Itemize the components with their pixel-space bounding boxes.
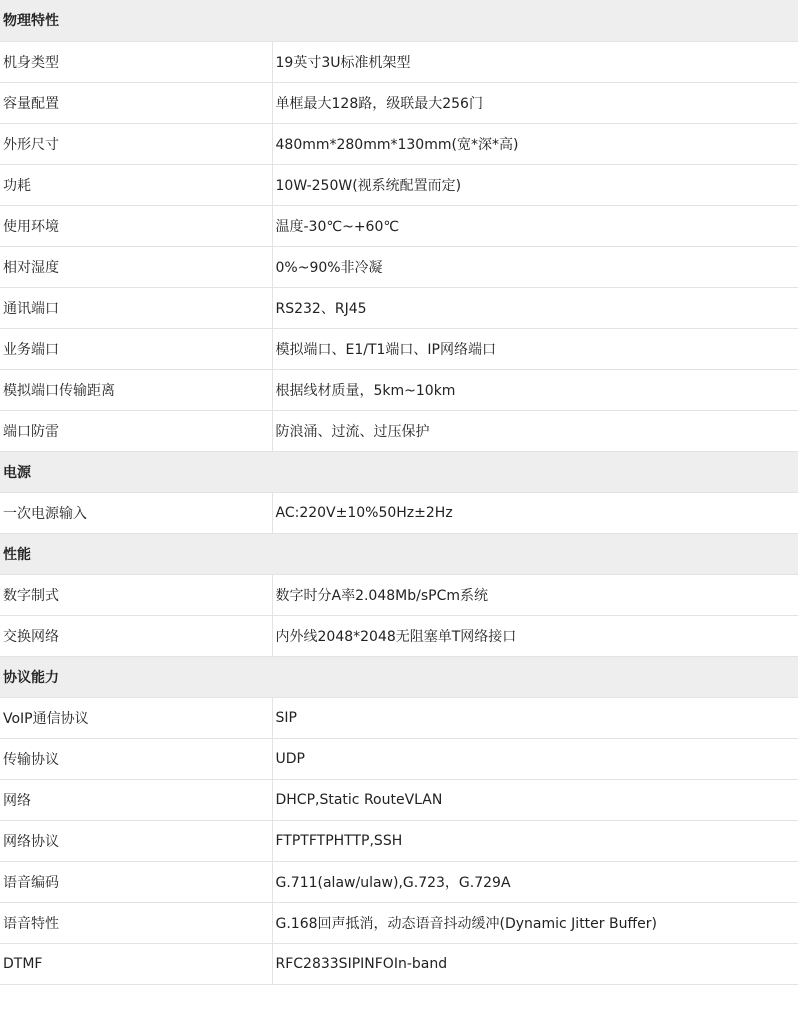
- spec-label: 网络协议: [0, 820, 272, 861]
- spec-value: FTPTFTPHTTP,SSH: [272, 820, 798, 861]
- spec-label: 语音特性: [0, 902, 272, 943]
- table-row: [0, 574, 798, 615]
- spec-label: 端口防雷: [0, 410, 272, 451]
- spec-value: DHCP,Static RouteVLAN: [272, 779, 798, 820]
- spec-label: 传输协议: [0, 738, 272, 779]
- spec-value: UDP: [272, 738, 798, 779]
- section-title: 物理特性: [0, 0, 798, 41]
- table-row: [0, 82, 798, 123]
- spec-label: 相对湿度: [0, 246, 272, 287]
- spec-label: 功耗: [0, 164, 272, 205]
- spec-value: 内外线2048*2048无阻塞单T网络接口: [272, 615, 798, 656]
- spec-label: 容量配置: [0, 82, 272, 123]
- table-row: [0, 615, 798, 656]
- spec-value: 19英寸3U标准机架型: [272, 41, 798, 82]
- spec-label: 数字制式: [0, 574, 272, 615]
- table-row: [0, 246, 798, 287]
- table-row: [0, 328, 798, 369]
- section-title: 协议能力: [0, 656, 798, 697]
- spec-value: G.168回声抵消，动态语音抖动缓冲(Dynamic Jitter Buffer): [272, 902, 798, 943]
- section-header-row: [0, 0, 798, 41]
- spec-value: RFC2833SIPINFOIn-band: [272, 943, 798, 984]
- table-row: [0, 123, 798, 164]
- spec-label: 网络: [0, 779, 272, 820]
- spec-label: 模拟端口传输距离: [0, 369, 272, 410]
- spec-label: 使用环境: [0, 205, 272, 246]
- spec-value: AC:220V±10%50Hz±2Hz: [272, 492, 798, 533]
- spec-label: 一次电源输入: [0, 492, 272, 533]
- section-header-row: [0, 451, 798, 492]
- table-row: [0, 738, 798, 779]
- spec-label: 交换网络: [0, 615, 272, 656]
- table-row: [0, 369, 798, 410]
- section-title: 性能: [0, 533, 798, 574]
- spec-value: RS232、RJ45: [272, 287, 798, 328]
- table-row: [0, 779, 798, 820]
- spec-value: 0%~90%非冷凝: [272, 246, 798, 287]
- table-row: [0, 902, 798, 943]
- table-row: [0, 697, 798, 738]
- spec-value: 温度-30℃~+60℃: [272, 205, 798, 246]
- spec-value: 10W-250W(视系统配置而定): [272, 164, 798, 205]
- table-row: [0, 205, 798, 246]
- spec-value: 模拟端口、E1/T1端口、IP网络端口: [272, 328, 798, 369]
- spec-value: SIP: [272, 697, 798, 738]
- spec-value: 数字时分A率2.048Mb/sPCm系统: [272, 574, 798, 615]
- spec-label: 通讯端口: [0, 287, 272, 328]
- table-row: [0, 861, 798, 902]
- spec-label: VoIP通信协议: [0, 697, 272, 738]
- table-row: [0, 492, 798, 533]
- spec-label: 机身类型: [0, 41, 272, 82]
- spec-value: 根据线材质量，5km~10km: [272, 369, 798, 410]
- table-row: [0, 943, 798, 984]
- section-header-row: [0, 533, 798, 574]
- spec-value: 防浪涌、过流、过压保护: [272, 410, 798, 451]
- spec-value: 单框最大128路，级联最大256门: [272, 82, 798, 123]
- spec-label: DTMF: [0, 943, 272, 984]
- spec-label: 外形尺寸: [0, 123, 272, 164]
- table-row: [0, 41, 798, 82]
- spec-value: 480mm*280mm*130mm(宽*深*高): [272, 123, 798, 164]
- section-header-row: [0, 656, 798, 697]
- table-row: [0, 410, 798, 451]
- table-row: [0, 164, 798, 205]
- section-title: 电源: [0, 451, 798, 492]
- spec-label: 语音编码: [0, 861, 272, 902]
- spec-label: 业务端口: [0, 328, 272, 369]
- table-row: [0, 287, 798, 328]
- spec-value: G.711(alaw/ulaw),G.723，G.729A: [272, 861, 798, 902]
- table-row: [0, 820, 798, 861]
